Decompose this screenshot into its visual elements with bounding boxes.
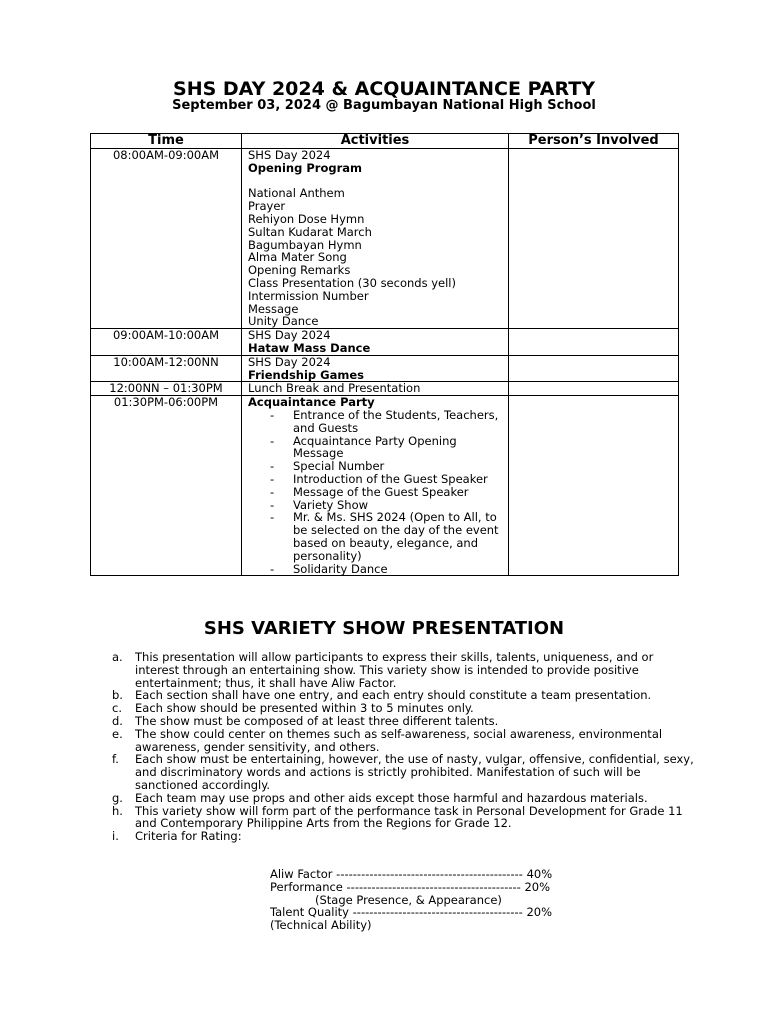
persons-cell <box>509 355 679 382</box>
activity-line: SHS Day 2024 <box>248 148 331 162</box>
program-item: National Anthem <box>248 186 345 201</box>
program-item: Sultan Kudarat March <box>248 224 372 239</box>
rule-marker: g. <box>112 790 123 805</box>
rule-text: The show must be composed of at least three different talents. <box>135 713 499 728</box>
rule-marker: d. <box>112 713 123 728</box>
program-item: Alma Mater Song <box>248 250 347 265</box>
criterion-note: (Stage Presence, & Appearance) <box>315 892 502 907</box>
time-cell: 10:00AM-12:00NN <box>91 355 242 382</box>
table-header-row <box>91 134 679 149</box>
program-item: Unity Dance <box>248 314 319 329</box>
persons-cell <box>509 396 679 576</box>
time-cell: 08:00AM-09:00AM <box>91 149 242 329</box>
rule-item <box>112 650 695 690</box>
table-row <box>91 382 679 396</box>
schedule-table <box>90 133 679 576</box>
activity-line: SHS Day 2024 <box>248 328 331 343</box>
rule-text: The show could center on themes such as self-awareness, social awareness, environmental awareness, gender sensitivity, and others. <box>135 726 663 754</box>
activity-heading: Acquaintance Party <box>248 395 375 410</box>
rule-text: Each team may use props and other aids except those harmful and hazardous materials. <box>135 790 648 805</box>
variety-show-title: SHS VARIETY SHOW PRESENTATION <box>203 618 565 639</box>
party-item: - Entrance of the Students, Teachers, and Guests <box>248 409 502 435</box>
activity-cell <box>242 396 509 576</box>
rule-item <box>112 803 695 831</box>
criterion-note: (Technical Ability) <box>270 918 372 933</box>
rule-item <box>112 752 695 792</box>
table-row <box>91 329 679 356</box>
program-item: Message <box>248 301 299 316</box>
rule-text: Each show must be entertaining, however, the use of nasty, vulgar, offensive, confidential, sexy, and discriminatory words and actions is strictly prohibited. Manifestation of such will be sanctioned accordingly. <box>135 752 694 792</box>
criteria-list <box>270 868 552 932</box>
party-item: - Solidarity Dance <box>248 563 502 576</box>
criterion-label: Performance ------------------------------------------ <box>270 879 521 894</box>
rule-text: Criteria for Rating: <box>135 829 242 844</box>
variety-rules-list <box>112 650 695 844</box>
rule-text: Each show should be presented within 3 to 5 minutes only. <box>135 701 474 716</box>
program-item: Intermission Number <box>248 288 369 303</box>
table-row <box>91 149 679 329</box>
activity-line: Lunch Break and Presentation <box>248 381 421 396</box>
activity-cell <box>242 329 509 356</box>
rule-marker: e. <box>112 726 123 741</box>
rule-text: Each section shall have one entry, and each entry should constitute a team presentation. <box>135 688 652 703</box>
program-item: Bagumbayan Hymn <box>248 237 362 252</box>
table-row <box>91 396 679 576</box>
criterion-percent: 40% <box>526 867 553 881</box>
party-item: - Acquaintance Party Opening Message <box>248 435 502 461</box>
party-items <box>248 409 502 575</box>
criterion <box>270 881 552 894</box>
activity-cell <box>242 355 509 382</box>
rule-text: This variety show will form part of the performance task in Personal Development for Grade 11 and Contemporary Philippine Arts from the Regions for Grade 12. <box>135 803 683 831</box>
criterion-label: Talent Quality ----------------------------------------- <box>270 905 523 920</box>
party-item: - Message of the Guest Speaker <box>248 486 502 499</box>
header-persons: Person’s Involved <box>509 134 679 149</box>
criterion-percent: 20% <box>524 879 551 894</box>
time-cell: 09:00AM-10:00AM <box>91 329 242 356</box>
persons-cell <box>509 382 679 396</box>
party-item: - Variety Show <box>248 499 502 512</box>
criterion-percent: 20% <box>526 905 552 920</box>
party-item: - Special Number <box>248 460 502 473</box>
header-activities: Activities <box>242 134 509 149</box>
persons-cell <box>509 149 679 329</box>
program-item: Rehiyon Dose Hymn <box>248 211 365 226</box>
rule-marker: f. <box>112 752 119 767</box>
header-time: Time <box>91 134 242 149</box>
table-row <box>91 355 679 382</box>
document-subtitle: September 03, 2024 @ Bagumbayan National High School <box>172 98 596 113</box>
rule-marker: i. <box>112 829 119 844</box>
rule-item <box>112 829 695 844</box>
activity-heading: Friendship Games <box>248 367 364 382</box>
activity-heading: Hataw Mass Dance <box>248 340 371 355</box>
time-cell: 12:00NN – 01:30PM <box>91 382 242 396</box>
activity-heading: Opening Program <box>248 160 363 175</box>
activity-cell <box>242 382 509 396</box>
document-title: SHS DAY 2024 & ACQUAINTANCE PARTY <box>173 78 595 100</box>
criterion-label: Aliw Factor --------------------------------------------- <box>270 867 523 881</box>
rule-item <box>112 726 695 754</box>
program-item: Opening Remarks <box>248 263 351 278</box>
program-item: Class Presentation (30 seconds yell) <box>248 275 456 290</box>
activity-line: SHS Day 2024 <box>248 354 331 369</box>
time-cell: 01:30PM-06:00PM <box>91 396 242 576</box>
activity-cell <box>242 149 509 329</box>
program-item: Prayer <box>248 199 286 214</box>
rule-marker: b. <box>112 688 123 703</box>
rule-marker: h. <box>112 803 123 818</box>
party-item: - Introduction of the Guest Speaker <box>248 473 502 486</box>
rule-text: This presentation will allow participants to express their skills, talents, uniqueness, and or interest through an entertaining show. This variety show is intended to provide positive entertainment; thus, it shall have Aliw Factor. <box>135 650 654 690</box>
rule-marker: c. <box>112 701 122 716</box>
party-item: - Mr. & Ms. SHS 2024 (Open to All, to be selected on the day of the event based on beauty, elegance, and personality) <box>248 511 502 562</box>
rule-marker: a. <box>112 650 123 664</box>
persons-cell <box>509 329 679 356</box>
